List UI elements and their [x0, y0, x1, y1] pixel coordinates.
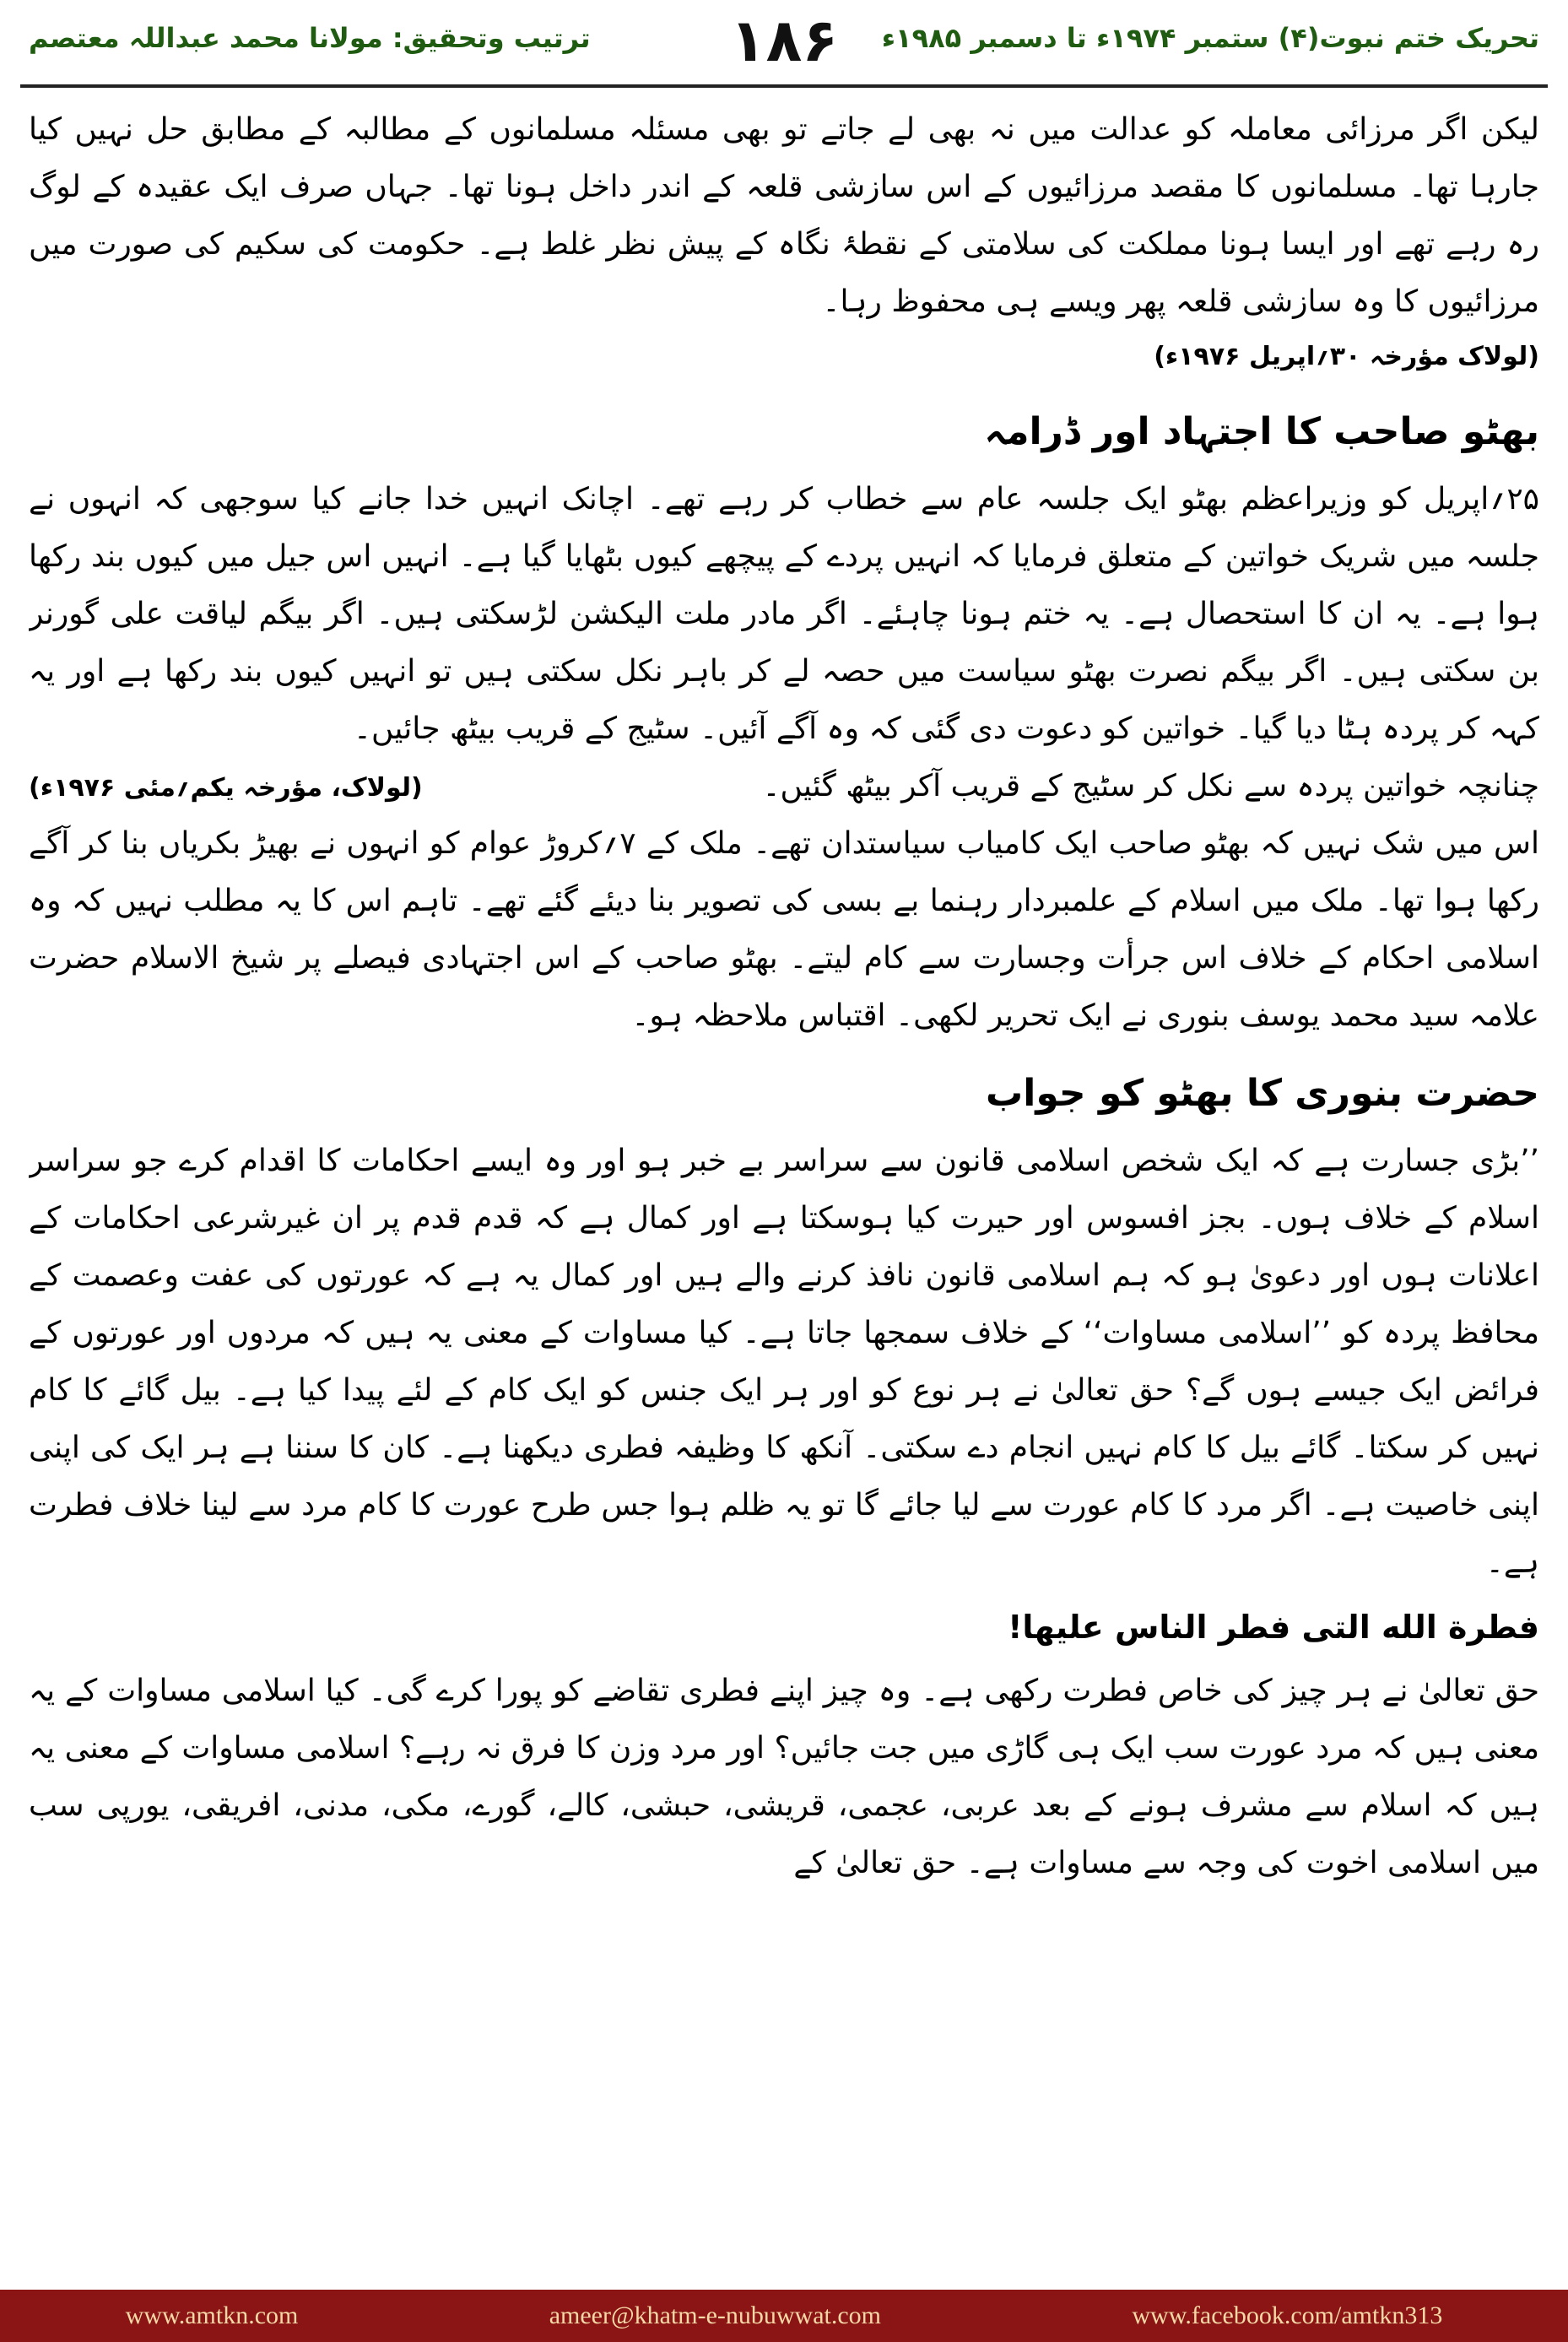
page-body — [29, 101, 1539, 2249]
footer-email-link[interactable]: ameer@khatm-e-nubuwwat.com — [549, 2301, 882, 2329]
paragraph-2-last-line: چنانچہ خواتین پردہ سے نکل کر سٹیج کے قریب آکر بیٹھ گئیں۔ — [762, 769, 1539, 803]
citation-2: (لولاک، مؤرخہ یکم؍مئی ۱۹۷۶ء) — [29, 773, 423, 803]
paragraph-4: ’’بڑی جسارت ہے کہ ایک شخص اسلامی قانون سے سراسر بے خبر ہو اور وہ ایسے احکامات کا اقدام کرے جو سراسر اسلام کے خلاف ہوں۔ بجز افسوس اور حیرت کیا ہوسکتا ہے اور کمال ہے کہ قدم قدم پر ان غیرشرعی احکامات کے اعلانات ہوں اور دعویٰ ہو کہ ہم اسلامی قانون نافذ کرنے والے ہیں اور کمال یہ ہے کہ عورتوں کی عفت وعصمت کے محافظ پردہ کو ’’اسلامی مساوات‘‘ کے خلاف سمجھا جاتا ہے۔ کیا مساوات کے معنی یہ ہیں کہ مردوں اور عورتوں کے فرائض ایک جیسے ہوں گے؟ حق تعالیٰ نے ہر نوع کو اور ہر ایک جنس کو ایک کام کے لئے پیدا کیا ہے۔ بیل گائے کا کام نہیں کر سکتا۔ گائے بیل کا کام نہیں انجام دے سکتی۔ آنکھ کا وظیفہ فطری دیکھنا ہے۔ کان کا سننا ہے ہر ایک کی اپنی اپنی خاصیت ہے۔ اگر مرد کا کام عورت سے لیا جائے گا تو یہ ظلم ہوا جس طرح عورت کا کام مرد سے لینا خلاف فطرت ہے۔ — [29, 1144, 1539, 1580]
paragraph-1: لیکن اگر مرزائی معاملہ کو عدالت میں نہ بھی لے جاتے تو بھی مسئلہ مسلمانوں کے مطالبہ کے مطابق حل نہیں کیا جارہا تھا۔ مسلمانوں کا مقصد مرزائیوں کے اس سازشی قلعہ کے اندر داخل ہونا تھا۔ جہاں صرف ایک عقیدہ کے لوگ رہ رہے تھے اور ایسا ہونا مملکت کی سلامتی کے نقطۂ نگاہ کے پیش نظر غلط ہے۔ حکومت کی سکیم کی صورت میں مرزائیوں کا وہ سازشی قلعہ پھر ویسے ہی محفوظ رہا۔ — [29, 112, 1539, 319]
paragraph-3: اس میں شک نہیں کہ بھٹو صاحب ایک کامیاب سیاستدان تھے۔ ملک کے ۷؍کروڑ عوام کو انہوں نے بھیڑ بکریاں بنا کر آگے رکھا ہوا تھا۔ ملک میں اسلام کے علمبردار رہنما بے بسی کی تصویر بنا دیئے گئے تھے۔ تاہم اس کا یہ مطلب نہیں کہ وہ اسلامی احکام کے خلاف اس جرأت وجسارت سے کام لیتے۔ بھٹو صاحب کے اس اجتہادی فیصلے پر شیخ الاسلام حضرت علامہ سید محمد یوسف بنوری نے ایک تحریر لکھی۔ اقتباس ملاحظہ ہو۔ — [29, 826, 1539, 1033]
page-header — [0, 0, 1568, 93]
page-footer — [0, 2290, 1568, 2342]
paragraph-2: ۲۵؍اپریل کو وزیراعظم بھٹو ایک جلسہ عام سے خطاب کر رہے تھے۔ اچانک انہیں خدا جانے کیا سوجھی کہ انہوں نے جلسہ میں شریک خواتین کے متعلق فرمایا کہ انہیں پردے کے پیچھے کیوں بٹھایا گیا ہے۔ انہیں اس جیل میں کیوں بند رکھا ہوا ہے۔ یہ ان کا استحصال ہے۔ یہ ختم ہونا چاہئے۔ اگر مادر ملت الیکشن لڑسکتی ہیں۔ اگر بیگم لیاقت علی گورنر بن سکتی ہیں۔ اگر بیگم نصرت بھٹو سیاست میں حصہ لے کر باہر نکل سکتی ہیں تو انہیں کیوں بند رکھا ہے اور یہ کہہ کر پردہ ہٹا دیا گیا۔ خواتین کو دعوت دی گئی کہ وہ آگے آئیں۔ سٹیج کے قریب بیٹھ جائیں۔ — [29, 482, 1539, 746]
paragraph-5: حق تعالیٰ نے ہر چیز کی خاص فطرت رکھی ہے۔ وہ چیز اپنے فطری تقاضے کو پورا کرے گی۔ کیا اسلامی مساوات کے یہ معنی ہیں کہ مرد عورت سب ایک ہی گاڑی میں جت جائیں؟ اور مرد وزن کا فرق نہ رہے؟ اسلامی مساوات کے معنی یہ ہیں کہ اسلام سے مشرف ہونے کے بعد عربی، عجمی، قریشی، حبشی، کالے، گورے، مکی، مدنی، افریقی، یورپی سب میں اسلامی اخوت کی وجہ سے مساوات ہے۔ حق تعالیٰ کے — [29, 1674, 1539, 1880]
page-number: ۱۸۶ — [729, 6, 839, 75]
arabic-verse: فطرة الله التى فطر الناس عليها! — [1008, 1609, 1539, 1646]
section-heading-banuri-reply: حضرت بنوری کا بھٹو کو جواب — [986, 1072, 1539, 1115]
paragraph-2-closing — [29, 758, 1539, 815]
footer-facebook-link[interactable]: www.facebook.com/amtkn313 — [1132, 2301, 1443, 2329]
author-credit: ترتیب وتحقیق: مولانا محمد عبداللہ معتصم — [29, 22, 591, 54]
section-heading-bhutto-drama: بھٹو صاحب کا اجتہاد اور ڈرامہ — [984, 410, 1539, 453]
footer-website-link[interactable]: www.amtkn.com — [125, 2301, 299, 2329]
header-divider — [20, 84, 1548, 88]
book-title: تحریک ختم نبوت(۴) ستمبر ۱۹۷۴ء تا دسمبر ۱۹۸۵ء — [881, 22, 1539, 54]
citation-1: (لولاک مؤرخہ ۳۰؍اپریل ۱۹۷۶ء) — [1154, 342, 1539, 371]
